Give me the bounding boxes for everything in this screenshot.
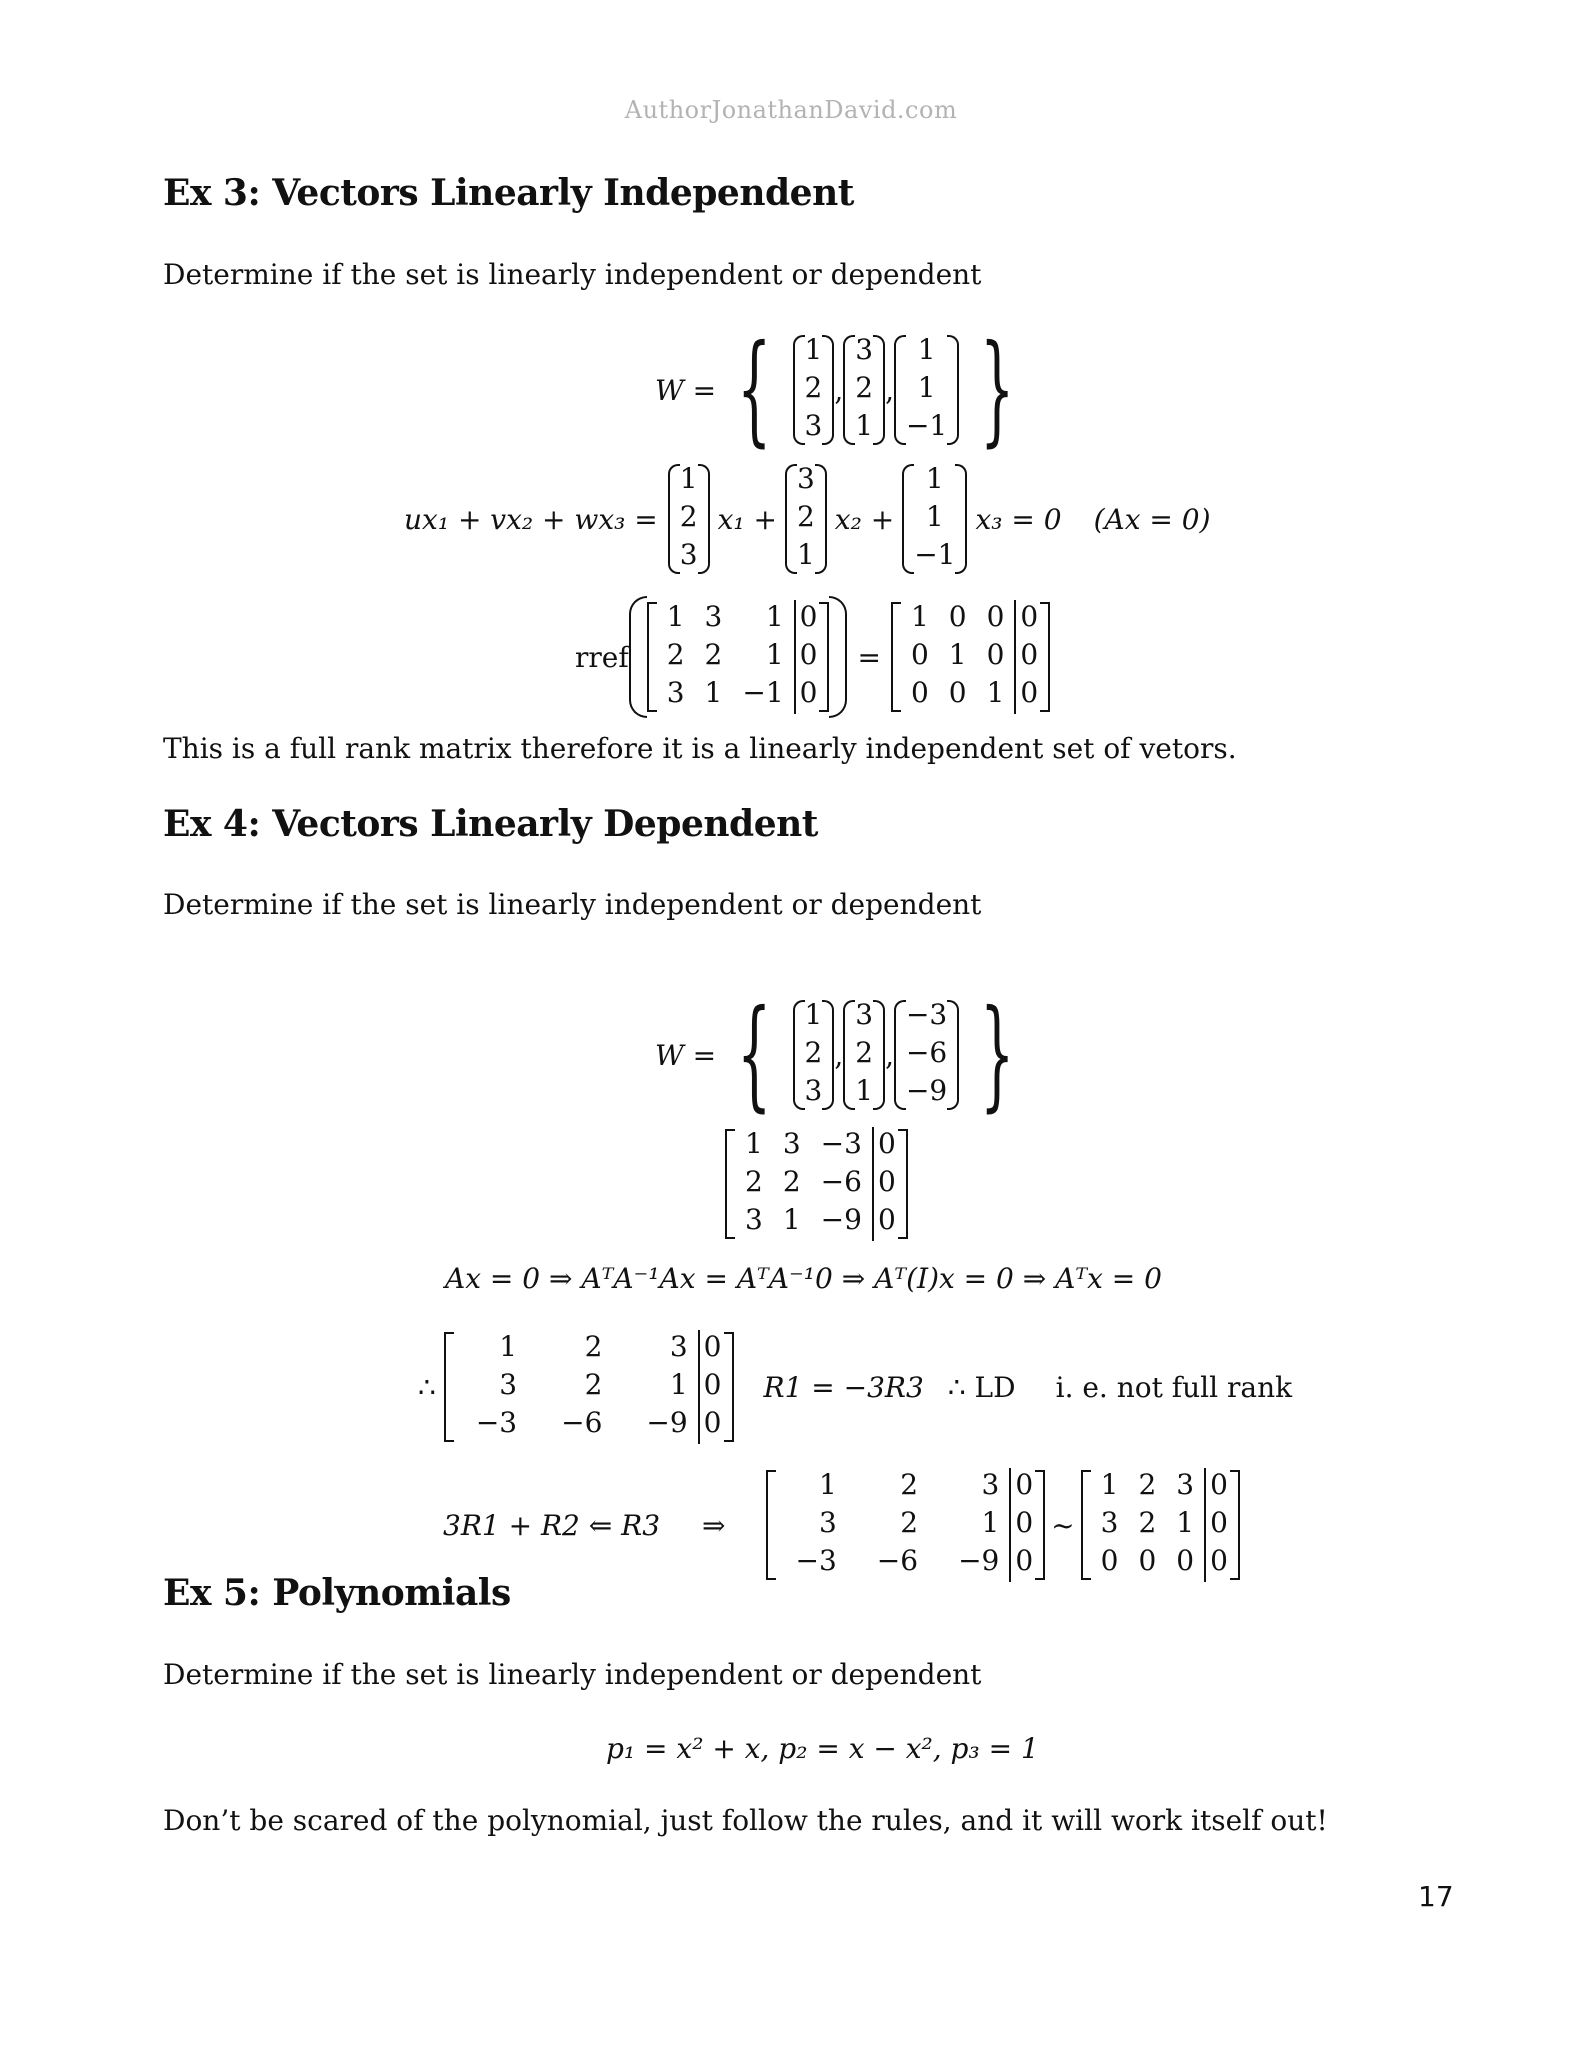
matrix-out: 1 0 0 0 0 1 0 0 0 0 1 0 bbox=[891, 600, 1050, 714]
ex4-matrix-a-block bbox=[725, 1127, 908, 1241]
ex4-set-equation: W = { 1 2 3 , 3 2 1 , −3 −6 −9 } bbox=[655, 985, 1015, 1124]
matrix-c: 1 2 3 0 3 2 1 0 0 0 0 0 bbox=[1081, 1468, 1240, 1582]
combo-var: x₂ + bbox=[834, 502, 895, 536]
ex3-rref-equation: rref 1 3 1 0 2 2 1 0 3 1 −1 0 = 1 0 0 0 0 1 0 0 0 0 1 0 bbox=[575, 600, 1050, 714]
ex5-note: Don’t be scared of the polynomial, just follow the rules, and it will work itself out! bbox=[163, 1804, 1328, 1837]
ld-label: ∴ LD bbox=[947, 1370, 1016, 1404]
ex4-heading: Ex 4: Vectors Linearly Dependent bbox=[163, 803, 818, 845]
set-label: W = bbox=[655, 373, 717, 407]
matrix-in: 1 3 1 0 2 2 1 0 3 1 −1 0 bbox=[647, 600, 830, 714]
vector: 3 2 1 bbox=[785, 462, 827, 576]
set-brace-close: } bbox=[980, 985, 1015, 1124]
ex4-prompt: Determine if the set is linearly independent or dependent bbox=[163, 888, 982, 921]
matrix-t: 1 2 3 0 3 2 1 0 −3 −6 −9 0 bbox=[444, 1330, 734, 1444]
rref-paren bbox=[629, 600, 848, 714]
vector: 3 2 1 bbox=[843, 998, 885, 1112]
ex4-row-reduction bbox=[443, 1468, 1240, 1582]
matrix-a: 1 3 −3 0 2 2 −6 0 3 1 −9 0 bbox=[725, 1127, 908, 1241]
ex5-polynomials: p₁ = x² + x, p₂ = x − x², p₃ = 1 bbox=[606, 1732, 1039, 1765]
row-relation: R1 = −3R3 bbox=[763, 1370, 924, 1404]
vector: −3 −6 −9 bbox=[894, 998, 959, 1112]
ex3-conclusion: This is a full rank matrix therefore it is a linearly independent set of vetors. bbox=[163, 732, 1237, 765]
vector: 1 1 −1 bbox=[902, 462, 967, 576]
vector: 1 2 3 bbox=[668, 462, 710, 576]
combo-var: x₁ + bbox=[717, 502, 777, 536]
set-brace-open: { bbox=[737, 985, 772, 1124]
set-brace-close: } bbox=[980, 320, 1015, 459]
ex3-prompt: Determine if the set is linearly independent or dependent bbox=[163, 258, 982, 291]
rref-label: rref bbox=[575, 640, 629, 674]
set-label: W = bbox=[655, 1038, 717, 1072]
vector: 1 1 −1 bbox=[894, 333, 959, 447]
vector: 3 2 1 bbox=[843, 333, 885, 447]
ex5-prompt: Determine if the set is linearly independent or dependent bbox=[163, 1658, 982, 1691]
ex3-heading: Ex 3: Vectors Linearly Independent bbox=[163, 172, 854, 214]
ex5-heading: Ex 5: Polynomials bbox=[163, 1572, 511, 1614]
ex3-set-equation: W = { 1 2 3 , 3 2 1 , 1 1 −1 } bbox=[655, 320, 1015, 459]
vector: 1 2 3 bbox=[793, 333, 835, 447]
page-number: 17 bbox=[1418, 1880, 1454, 1913]
set-brace-open: { bbox=[737, 320, 772, 459]
implies-symbol: ⇒ bbox=[702, 1508, 726, 1542]
tilde-symbol: ~ bbox=[1051, 1508, 1075, 1542]
vector: 1 2 3 bbox=[793, 998, 835, 1112]
therefore-symbol: ∴ bbox=[418, 1370, 436, 1404]
ex4-transpose-line: Ax = 0 ⇒ AᵀA⁻¹Ax = AᵀA⁻¹0 ⇒ Aᵀ(I)x = 0 ⇒ Aᵀx = 0 bbox=[445, 1262, 1162, 1295]
row-operation: 3R1 + R2 ⇐ R3 bbox=[443, 1508, 661, 1542]
page-header: AuthorJonathanDavid.com bbox=[624, 96, 958, 124]
ex3-combination-equation bbox=[404, 462, 1211, 576]
combo-lhs: ux₁ + vx₂ + wx₃ = bbox=[404, 502, 658, 536]
combo-var: x₃ = 0 bbox=[975, 502, 1062, 536]
matrix-b: 1 2 3 0 3 2 1 0 −3 −6 −9 0 bbox=[766, 1468, 1046, 1582]
combo-note: (Ax = 0) bbox=[1093, 502, 1211, 536]
ex4-transpose-block bbox=[418, 1330, 1292, 1444]
not-full-rank-label: i. e. not full rank bbox=[1055, 1370, 1293, 1404]
